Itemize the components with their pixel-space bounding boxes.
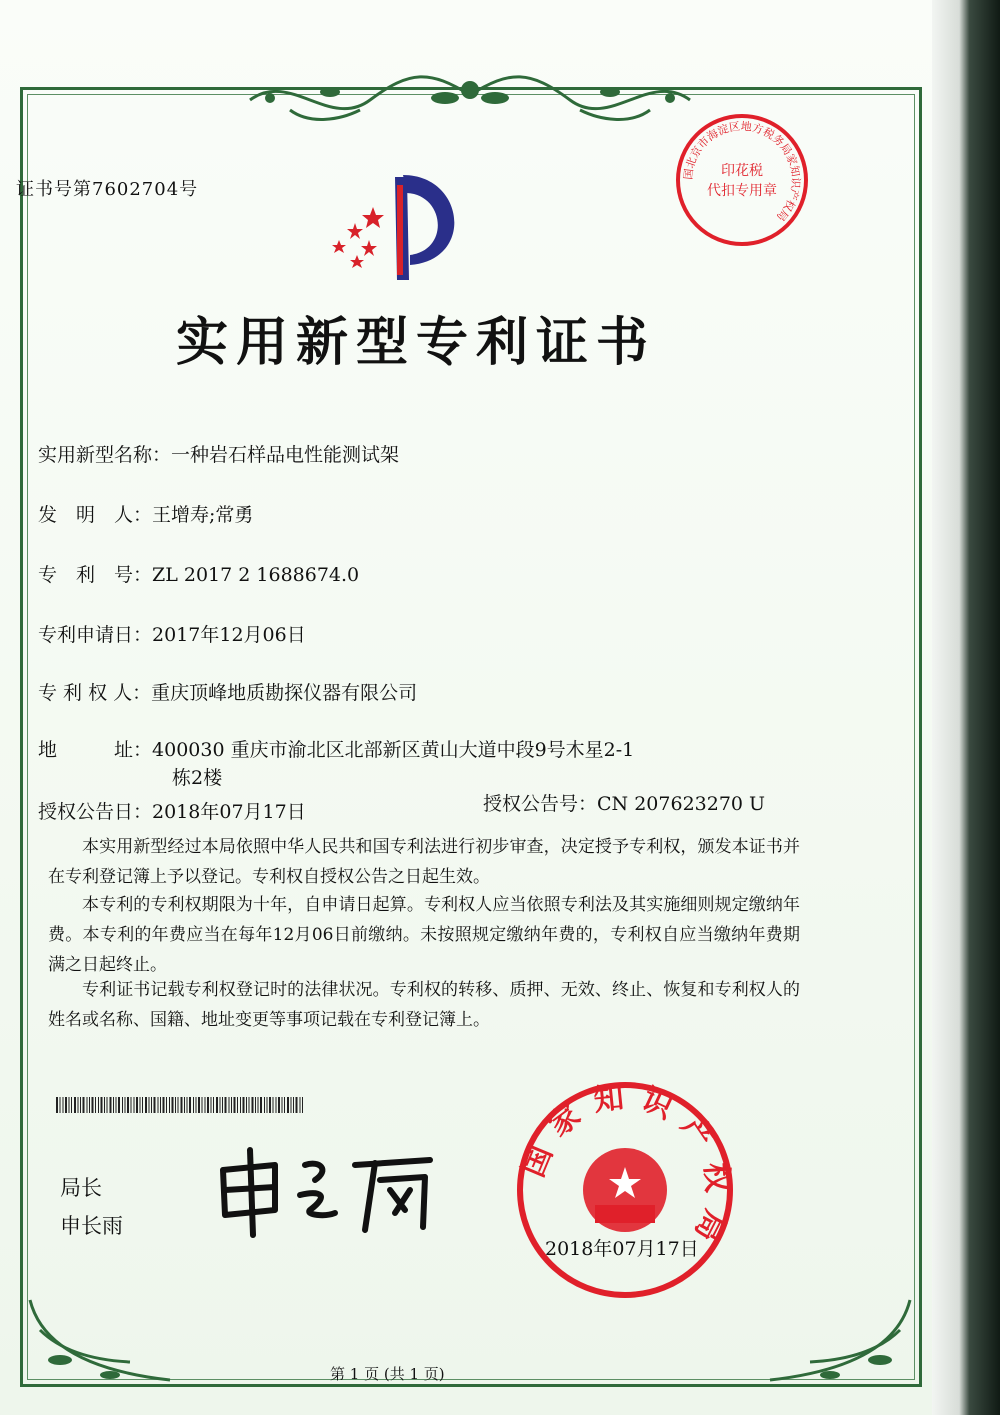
barcode-bar — [234, 1097, 236, 1113]
barcode-bar — [74, 1097, 76, 1113]
paragraph-term-and-fees: 本专利的专利权期限为十年，自申请日起算。专利权人应当依照专利法及其实施细则规定缴纳年费。本专利的年费应当在每年12月06日前缴纳。未按照规定缴纳年费的，专利权自应当缴纳年费期满之日起终止。 — [48, 895, 800, 975]
field-address — [38, 735, 634, 762]
barcode-bar — [240, 1097, 241, 1113]
barcode-bar — [160, 1097, 161, 1113]
field-label: 专 利 号： — [38, 564, 153, 586]
barcode-bar — [154, 1097, 156, 1113]
barcode-bar — [140, 1097, 141, 1113]
barcode-bar — [205, 1097, 206, 1113]
field-label: 专利申请日： — [38, 624, 153, 646]
field-filing-date — [38, 620, 306, 647]
patent-office-logo — [325, 165, 475, 285]
field-grant-number — [483, 789, 765, 816]
tax-stamp-seal — [672, 110, 812, 250]
barcode-bar — [273, 1097, 274, 1113]
barcode-bar — [193, 1097, 194, 1113]
barcode-bar — [56, 1097, 58, 1113]
barcode-bar — [211, 1097, 212, 1113]
field-value: 2018年07月17日 — [152, 801, 306, 823]
barcode-bar — [92, 1097, 94, 1113]
barcode-bar — [98, 1097, 99, 1113]
barcode — [56, 1097, 306, 1113]
handwritten-signature — [205, 1135, 445, 1245]
field-value: 2017年12月06日 — [152, 624, 306, 646]
barcode-bar — [127, 1097, 129, 1113]
seal-date: 2018年07月17日 — [545, 1238, 699, 1260]
field-label: 实用新型名称： — [38, 444, 172, 466]
barcode-bar — [95, 1097, 96, 1113]
barcode-bar — [258, 1097, 259, 1113]
barcode-bar — [101, 1097, 103, 1113]
barcode-bar — [87, 1097, 88, 1113]
barcode-bar — [249, 1097, 250, 1113]
barcode-bar — [80, 1097, 81, 1113]
field-value: 王增寿;常勇 — [152, 504, 254, 526]
barcode-bar — [163, 1097, 165, 1113]
barcode-bar — [175, 1097, 176, 1113]
signature-title: 局长 — [60, 1176, 102, 1200]
tax-stamp-ring-text: 国北京市海淀区地方税务局家知识产权局 — [681, 119, 803, 224]
barcode-bar — [71, 1097, 72, 1113]
barcode-bar — [255, 1097, 256, 1113]
barcode-bar — [213, 1097, 214, 1113]
barcode-bar — [196, 1097, 197, 1113]
tax-stamp-center-line2: 代扣专用章 — [707, 183, 777, 199]
barcode-bar — [63, 1097, 64, 1113]
barcode-bar — [151, 1097, 152, 1113]
barcode-bar — [60, 1097, 61, 1113]
scan-edge-shadow — [932, 0, 1000, 1415]
barcode-bar — [187, 1097, 188, 1113]
field-value: CN 207623270 U — [597, 793, 766, 815]
barcode-bar — [237, 1097, 238, 1113]
field-value: 400030 重庆市渝北区北部新区黄山大道中段9号木星2-1 — [152, 739, 635, 761]
barcode-bar — [229, 1097, 230, 1113]
field-label: 授权公告号： — [483, 793, 598, 815]
barcode-bar — [149, 1097, 150, 1113]
barcode-bar — [158, 1097, 159, 1113]
certificate-number: 证书号第7602704号 — [16, 179, 199, 200]
barcode-bar — [189, 1097, 191, 1113]
barcode-bar — [172, 1097, 174, 1113]
barcode-bar — [243, 1097, 245, 1113]
barcode-bar — [104, 1097, 105, 1113]
barcode-bar — [134, 1097, 135, 1113]
barcode-bar — [122, 1097, 123, 1113]
barcode-bar — [302, 1097, 303, 1113]
barcode-bar — [293, 1097, 294, 1113]
barcode-bar — [276, 1097, 277, 1113]
barcode-bar — [65, 1097, 67, 1113]
field-grant-date — [38, 797, 306, 824]
field-value: 一种岩石样品电性能测试架 — [171, 444, 400, 466]
barcode-bar — [225, 1097, 227, 1113]
barcode-bar — [264, 1097, 265, 1113]
tax-stamp-center-line1: 印花税 — [721, 163, 763, 179]
field-label: 授权公告日： — [38, 801, 153, 823]
barcode-bar — [207, 1097, 209, 1113]
barcode-bar — [216, 1097, 218, 1113]
barcode-bar — [287, 1097, 289, 1113]
barcode-bar — [246, 1097, 247, 1113]
field-value: 重庆顶峰地质勘探仪器有限公司 — [151, 682, 418, 704]
field-patentee — [38, 678, 417, 705]
field-inventor — [38, 500, 253, 527]
barcode-bar — [145, 1097, 147, 1113]
barcode-bar — [125, 1097, 126, 1113]
bottom-right-ornament — [760, 1290, 920, 1390]
barcode-bar — [267, 1097, 268, 1113]
bottom-left-ornament — [20, 1290, 180, 1390]
signature-name: 申长雨 — [60, 1214, 123, 1238]
barcode-bar — [169, 1097, 170, 1113]
field-utility-model-name — [38, 440, 399, 467]
barcode-bar — [296, 1097, 298, 1113]
barcode-bar — [282, 1097, 283, 1113]
barcode-bar — [166, 1097, 167, 1113]
barcode-bar — [220, 1097, 221, 1113]
barcode-bar — [107, 1097, 108, 1113]
barcode-bar — [136, 1097, 138, 1113]
field-address-line2: 栋2楼 — [172, 767, 223, 789]
barcode-bar — [260, 1097, 262, 1113]
barcode-bar — [118, 1097, 120, 1113]
page-footer: 第 1 页 (共 1 页) — [330, 1365, 445, 1383]
field-patent-number — [38, 560, 359, 587]
barcode-bar — [198, 1097, 200, 1113]
barcode-bar — [300, 1097, 301, 1113]
barcode-bar — [113, 1097, 114, 1113]
barcode-bar — [278, 1097, 280, 1113]
official-seal — [510, 1075, 740, 1305]
seal-ring-text: 国家知识产权局 — [515, 1079, 736, 1260]
paragraph-grant-statement: 本实用新型经过本局依照中华人民共和国专利法进行初步审查，决定授予专利权，颁发本证书并在专利登记簿上予以登记。专利权自授权公告之日起生效。 — [48, 837, 800, 887]
barcode-bar — [110, 1097, 112, 1113]
barcode-bar — [184, 1097, 185, 1113]
barcode-bar — [222, 1097, 223, 1113]
barcode-bar — [178, 1097, 179, 1113]
barcode-bar — [181, 1097, 183, 1113]
field-value: ZL 2017 2 1688674.0 — [152, 564, 360, 586]
field-label: 发 明 人： — [38, 504, 153, 526]
barcode-bar — [116, 1097, 117, 1113]
barcode-bar — [131, 1097, 132, 1113]
barcode-bar — [291, 1097, 292, 1113]
document-title: 实用新型专利证书 — [176, 312, 657, 373]
barcode-bar — [142, 1097, 143, 1113]
field-label: 地 址： — [38, 739, 153, 761]
barcode-bar — [83, 1097, 85, 1113]
barcode-bar — [78, 1097, 79, 1113]
paragraph-legal-status: 专利证书记载专利权登记时的法律状况。专利权的转移、质押、无效、终止、恢复和专利权人的姓名或名称、国籍、地址变更等事项记载在专利登记簿上。 — [48, 980, 800, 1030]
field-label: 专 利 权 人： — [38, 682, 152, 704]
barcode-bar — [202, 1097, 203, 1113]
barcode-bar — [252, 1097, 254, 1113]
barcode-bar — [269, 1097, 271, 1113]
barcode-bar — [231, 1097, 232, 1113]
top-floral-ornament — [230, 70, 710, 130]
barcode-bar — [69, 1097, 70, 1113]
barcode-bar — [284, 1097, 285, 1113]
barcode-bar — [89, 1097, 90, 1113]
